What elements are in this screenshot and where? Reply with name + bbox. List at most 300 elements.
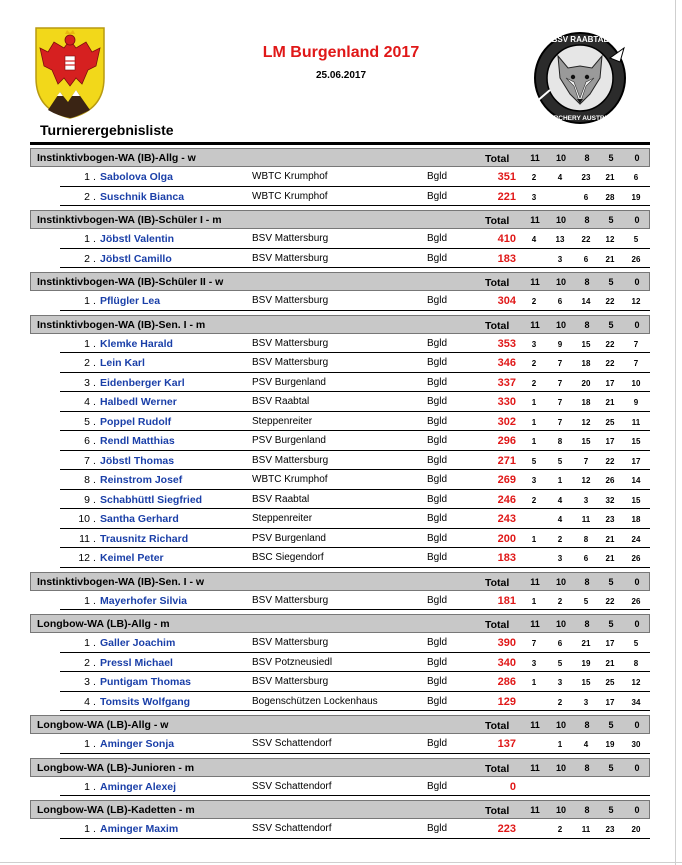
category-header <box>30 315 650 334</box>
region: Bgld <box>427 252 448 264</box>
rank-dot: . <box>93 454 96 467</box>
total-score: 390 <box>497 637 516 649</box>
hits-5: 23 <box>605 515 615 524</box>
region: Bgld <box>427 337 448 349</box>
result-row <box>60 431 650 451</box>
rank: 7 <box>84 454 90 467</box>
hits-5: 19 <box>605 740 615 749</box>
category-header <box>30 572 650 591</box>
rank: 1 <box>84 171 90 183</box>
total-column-label: Total <box>485 720 510 732</box>
hits-10: 7 <box>557 398 563 407</box>
category-name: Instinktivbogen-WA (IB)-Schüler I - m <box>37 214 222 226</box>
score-column-label-5: 5 <box>608 762 614 773</box>
total-score: 246 <box>497 493 516 506</box>
archer-name: Sabolova Olga <box>100 171 173 183</box>
club-name: BSC Siegendorf <box>252 552 324 563</box>
club-name: BSV Mattersburg <box>252 357 329 368</box>
total-score: 183 <box>497 252 516 265</box>
page-edge-bottom <box>0 862 682 863</box>
hits-11: 5 <box>531 456 537 466</box>
total-score: 410 <box>497 233 516 245</box>
result-row <box>60 392 650 412</box>
total-score: 351 <box>497 171 516 183</box>
region: Bgld <box>427 594 448 606</box>
club-name: BSV Mattersburg <box>252 676 329 687</box>
event-title: LM Burgenland 2017 <box>262 44 420 61</box>
category-header <box>30 614 650 633</box>
archer-name: Reinstrom Josef <box>100 474 183 486</box>
hits-8: 22 <box>581 235 591 244</box>
score-column-label-5: 5 <box>608 153 614 163</box>
club-name: BSV Potzneusiedl <box>252 656 333 668</box>
rank-dot: . <box>93 594 96 607</box>
category-name: Longbow-WA (LB)-Allg - w <box>37 719 169 731</box>
hits-0: 18 <box>631 515 641 524</box>
score-column-label-11: 11 <box>530 277 540 287</box>
score-column-label-11: 11 <box>530 619 540 629</box>
hits-0: 14 <box>631 476 641 485</box>
score-column-label-8: 8 <box>584 576 590 587</box>
score-column-label-5: 5 <box>608 277 614 287</box>
result-row <box>60 633 650 653</box>
result-row <box>60 819 650 839</box>
total-column-label: Total <box>485 619 510 631</box>
hits-0: 5 <box>633 639 639 648</box>
rank: 4 <box>84 695 90 708</box>
hits-5: 22 <box>605 359 615 368</box>
hits-11: 1 <box>531 437 537 446</box>
score-column-label-10: 10 <box>555 319 566 330</box>
score-column-label-10: 10 <box>555 153 566 163</box>
hits-10: 7 <box>557 359 563 368</box>
hits-5: 22 <box>605 456 615 466</box>
club-name: BSV Mattersburg <box>252 637 329 648</box>
score-column-label-10: 10 <box>555 619 566 629</box>
total-score: 183 <box>497 552 516 564</box>
hits-0: 24 <box>631 534 641 544</box>
hits-0: 30 <box>631 740 641 749</box>
rank: 1 <box>84 233 90 245</box>
category-name: Longbow-WA (LB)-Kadetten - m <box>37 804 195 816</box>
hits-5: 26 <box>605 476 615 485</box>
rank-dot: . <box>93 376 96 389</box>
hits-8: 18 <box>581 359 591 368</box>
hits-11: 2 <box>531 495 537 505</box>
rank-dot: . <box>93 252 96 265</box>
rank: 11 <box>79 532 90 545</box>
total-score: 340 <box>497 656 516 669</box>
score-column-label-11: 11 <box>530 215 540 225</box>
club-name: WBTC Krumphof <box>252 474 328 485</box>
hits-10: 6 <box>557 639 563 648</box>
rank-dot: . <box>93 695 96 708</box>
score-column-label-8: 8 <box>584 319 590 330</box>
category-name: Longbow-WA (LB)-Allg - m <box>37 618 170 630</box>
bsv-raabtal-club-logo <box>528 28 632 126</box>
rank: 12 <box>78 552 90 564</box>
hits-10: 7 <box>557 378 563 388</box>
archer-name: Suschnik Bianca <box>100 190 185 203</box>
rank-dot: . <box>93 823 96 835</box>
results-list-title: Turnierergebnisliste <box>40 122 174 138</box>
hits-0: 26 <box>631 554 641 563</box>
rank: 3 <box>84 676 90 688</box>
rank: 1 <box>84 738 90 750</box>
rank-dot: . <box>93 171 96 183</box>
hits-5: 23 <box>605 825 615 834</box>
score-column-label-0: 0 <box>634 619 640 629</box>
hits-8: 20 <box>581 378 591 388</box>
rank: 1 <box>84 780 90 793</box>
club-name: BSV Mattersburg <box>252 454 329 466</box>
category-name: Instinktivbogen-WA (IB)-Sen. I - w <box>37 575 205 588</box>
result-row <box>60 334 650 354</box>
archer-name: Klemke Harald <box>100 337 173 350</box>
result-row <box>60 490 650 510</box>
result-row <box>60 777 650 797</box>
score-column-label-8: 8 <box>584 619 590 629</box>
rank-dot: . <box>93 637 96 649</box>
results-table <box>30 148 650 839</box>
archer-name: Aminger Sonja <box>100 738 175 750</box>
hits-5: 22 <box>605 339 615 349</box>
result-row <box>60 229 650 249</box>
category-name: Longbow-WA (LB)-Junioren - m <box>37 761 195 774</box>
rank: 3 <box>84 376 90 389</box>
club-name: WBTC Krumphof <box>252 171 328 182</box>
total-column-label: Total <box>485 277 510 289</box>
hits-0: 15 <box>631 437 641 446</box>
result-row <box>60 692 650 712</box>
hits-11: 1 <box>531 417 537 427</box>
hits-8: 21 <box>581 639 591 648</box>
score-column-label-11: 11 <box>530 576 540 587</box>
hits-10: 8 <box>557 437 563 446</box>
title-divider <box>30 142 650 145</box>
score-column-label-8: 8 <box>584 215 590 225</box>
hits-10: 2 <box>557 697 563 707</box>
club-name: Steppenreiter <box>252 415 313 427</box>
hits-5: 25 <box>605 678 615 687</box>
archer-name: Trausnitz Richard <box>100 532 189 545</box>
rank: 1 <box>84 637 90 649</box>
score-column-label-10: 10 <box>555 215 566 225</box>
region: Bgld <box>427 513 448 524</box>
result-row <box>60 187 650 207</box>
hits-10: 1 <box>557 476 563 485</box>
archer-name: Galler Joachim <box>100 637 176 649</box>
result-row <box>60 734 650 754</box>
rank: 1 <box>84 337 90 350</box>
archer-name: Halbedl Werner <box>100 396 177 408</box>
total-score: 296 <box>497 435 516 447</box>
region: Bgld <box>427 233 448 244</box>
score-column-label-5: 5 <box>608 319 614 330</box>
hits-5: 25 <box>605 417 615 427</box>
rank-dot: . <box>93 532 96 545</box>
hits-10: 5 <box>557 658 563 668</box>
rank-dot: . <box>93 337 96 350</box>
score-column-label-8: 8 <box>584 762 590 773</box>
hits-8: 3 <box>583 697 589 707</box>
archer-name: Aminger Alexej <box>100 780 177 793</box>
total-score: 330 <box>497 396 516 408</box>
rank: 1 <box>84 823 90 835</box>
hits-8: 6 <box>583 554 589 563</box>
archer-name: Aminger Maxim <box>100 823 179 835</box>
archer-name: Jöbstl Camillo <box>100 252 172 265</box>
score-column-label-0: 0 <box>634 319 640 330</box>
hits-11: 2 <box>531 359 537 368</box>
hits-11: 4 <box>531 235 537 244</box>
result-row <box>60 591 650 611</box>
total-score: 346 <box>497 357 516 369</box>
hits-11: 2 <box>531 173 537 182</box>
hits-8: 3 <box>583 495 589 505</box>
hits-11: 1 <box>531 398 537 407</box>
hits-5: 28 <box>605 192 615 202</box>
archer-name: Rendl Matthias <box>100 435 175 447</box>
hits-10: 9 <box>557 339 563 349</box>
club-logo-text-top: BSV RAABTAL <box>551 35 609 44</box>
hits-8: 14 <box>581 297 591 306</box>
score-column-label-0: 0 <box>634 805 640 815</box>
category-header <box>30 210 650 229</box>
hits-11: 3 <box>531 192 537 202</box>
archer-name: Mayerhofer Silvia <box>100 594 187 607</box>
hits-0: 10 <box>631 378 641 388</box>
score-column-label-0: 0 <box>634 720 640 730</box>
rank-dot: . <box>93 435 96 447</box>
archer-name: Tomsits Wolfgang <box>100 695 191 708</box>
hits-10: 4 <box>557 173 563 182</box>
rank: 10 <box>78 513 90 525</box>
hits-11: 2 <box>531 297 537 306</box>
hits-8: 11 <box>581 515 591 524</box>
result-row <box>60 470 650 490</box>
region: Bgld <box>427 738 448 749</box>
hits-0: 8 <box>633 658 639 668</box>
region: Bgld <box>427 376 448 388</box>
region: Bgld <box>427 190 448 202</box>
hits-0: 7 <box>633 359 639 368</box>
hits-10: 6 <box>557 297 563 306</box>
hits-5: 21 <box>605 254 615 264</box>
archer-name: Santha Gerhard <box>100 513 179 525</box>
hits-8: 5 <box>583 596 589 606</box>
total-score: 181 <box>497 594 516 607</box>
hits-10: 2 <box>557 534 563 544</box>
region: Bgld <box>427 171 448 182</box>
hits-8: 8 <box>583 534 589 544</box>
club-name: BSV Mattersburg <box>252 233 329 244</box>
hits-0: 9 <box>633 398 639 407</box>
hits-10: 2 <box>557 596 563 606</box>
score-column-label-10: 10 <box>555 277 566 287</box>
hits-0: 6 <box>633 173 639 182</box>
result-row <box>60 672 650 692</box>
rank: 2 <box>84 252 90 265</box>
hits-5: 12 <box>605 235 615 244</box>
hits-10: 3 <box>557 678 563 687</box>
category-header <box>30 715 650 734</box>
result-row <box>60 291 650 311</box>
rank: 1 <box>84 594 90 607</box>
rank-dot: . <box>93 513 96 525</box>
result-row <box>60 529 650 549</box>
score-column-label-5: 5 <box>608 720 614 730</box>
club-name: PSV Burgenland <box>252 376 326 388</box>
rank-dot: . <box>93 493 96 506</box>
hits-11: 1 <box>531 534 537 544</box>
total-score: 271 <box>497 454 516 467</box>
hits-0: 12 <box>631 297 641 306</box>
rank: 8 <box>84 474 90 486</box>
club-name: SSV Schattendorf <box>252 823 332 834</box>
result-row <box>60 451 650 471</box>
total-column-label: Total <box>485 153 510 165</box>
category-name: Instinktivbogen-WA (IB)-Schüler II - w <box>37 276 224 288</box>
club-name: Bogenschützen Lockenhaus <box>252 695 378 707</box>
hits-8: 18 <box>581 398 591 407</box>
hits-5: 21 <box>605 398 615 407</box>
result-row <box>60 653 650 673</box>
region: Bgld <box>427 676 448 687</box>
result-row <box>60 353 650 373</box>
hits-8: 23 <box>581 173 591 182</box>
rank: 2 <box>84 656 90 669</box>
hits-5: 21 <box>605 658 615 668</box>
total-score: 137 <box>497 738 516 750</box>
hits-8: 6 <box>583 254 589 264</box>
hits-5: 21 <box>605 554 615 563</box>
score-column-label-0: 0 <box>634 762 640 773</box>
hits-5: 22 <box>605 297 615 306</box>
archer-name: Jöbstl Valentin <box>100 233 175 245</box>
hits-5: 32 <box>605 495 615 505</box>
hits-11: 1 <box>531 678 537 687</box>
club-name: BSV Mattersburg <box>252 594 329 606</box>
hits-0: 5 <box>633 235 639 244</box>
total-column-label: Total <box>485 319 510 332</box>
hits-11: 3 <box>531 658 537 668</box>
hits-10: 5 <box>557 456 563 466</box>
club-name: BSV Mattersburg <box>252 295 329 306</box>
archer-name: Lein Karl <box>100 357 145 369</box>
score-column-label-5: 5 <box>608 215 614 225</box>
total-score: 269 <box>497 474 516 486</box>
total-column-label: Total <box>485 215 510 227</box>
category-name: Instinktivbogen-WA (IB)-Allg - w <box>37 152 196 164</box>
club-name: SSV Schattendorf <box>252 738 332 749</box>
rank: 5 <box>84 415 90 428</box>
total-score: 221 <box>497 190 516 203</box>
region: Bgld <box>427 396 448 407</box>
result-row <box>60 509 650 529</box>
hits-8: 19 <box>581 658 591 668</box>
score-column-label-10: 10 <box>555 720 566 730</box>
hits-11: 3 <box>531 339 537 349</box>
total-score: 337 <box>497 376 516 389</box>
archer-name: Keimel Peter <box>100 552 164 564</box>
hits-8: 4 <box>583 740 589 749</box>
score-column-label-10: 10 <box>555 762 566 773</box>
club-name: PSV Burgenland <box>252 532 326 544</box>
score-column-label-11: 11 <box>530 805 540 815</box>
score-column-label-11: 11 <box>530 153 540 163</box>
archer-name: Eidenberger Karl <box>100 376 185 389</box>
total-score: 302 <box>497 415 516 428</box>
score-column-label-8: 8 <box>584 805 590 815</box>
region: Bgld <box>427 415 448 427</box>
score-column-label-8: 8 <box>584 720 590 730</box>
score-column-label-11: 11 <box>530 762 540 773</box>
total-column-label: Total <box>485 805 510 817</box>
hits-0: 20 <box>631 825 641 834</box>
hits-0: 17 <box>631 456 641 466</box>
archer-name: Jöbstl Thomas <box>100 454 175 467</box>
archer-name: Puntigam Thomas <box>100 676 192 688</box>
rank: 9 <box>84 493 90 506</box>
category-header <box>30 758 650 777</box>
score-column-label-5: 5 <box>608 619 614 629</box>
total-score: 223 <box>497 823 516 835</box>
document-header <box>0 0 682 140</box>
club-name: BSV Mattersburg <box>252 252 329 264</box>
hits-5: 21 <box>605 173 615 182</box>
score-column-label-8: 8 <box>584 277 590 287</box>
hits-5: 17 <box>605 437 615 446</box>
hits-0: 34 <box>631 697 641 707</box>
region: Bgld <box>427 435 448 446</box>
rank-dot: . <box>93 415 96 428</box>
score-column-label-11: 11 <box>530 720 540 730</box>
hits-0: 11 <box>631 417 641 427</box>
club-name: PSV Burgenland <box>252 435 326 446</box>
hits-8: 15 <box>581 339 591 349</box>
score-column-label-10: 10 <box>555 805 566 815</box>
hits-11: 3 <box>531 476 537 485</box>
region: Bgld <box>427 295 448 306</box>
archer-name: Pflügler Lea <box>100 295 161 307</box>
hits-11: 2 <box>531 378 537 388</box>
rank: 1 <box>84 295 90 307</box>
rank-dot: . <box>93 738 96 750</box>
club-name: BSV Mattersburg <box>252 337 329 349</box>
hits-8: 7 <box>583 456 589 466</box>
result-row <box>60 412 650 432</box>
category-header <box>30 800 650 819</box>
category-header <box>30 148 650 167</box>
hits-10: 4 <box>557 515 563 524</box>
archer-name: Poppel Rudolf <box>100 415 172 428</box>
result-row <box>60 373 650 393</box>
hits-0: 19 <box>631 192 641 202</box>
total-score: 200 <box>497 532 516 545</box>
total-score: 129 <box>497 695 516 708</box>
total-score: 353 <box>497 337 516 350</box>
event-date: 25.06.2017 <box>315 70 367 81</box>
region: Bgld <box>427 637 448 648</box>
rank-dot: . <box>93 780 96 793</box>
rank-dot: . <box>93 656 96 669</box>
region: Bgld <box>427 532 448 544</box>
result-row <box>60 167 650 187</box>
hits-5: 17 <box>605 378 615 388</box>
rank: 4 <box>84 396 90 408</box>
rank-dot: . <box>93 676 96 688</box>
